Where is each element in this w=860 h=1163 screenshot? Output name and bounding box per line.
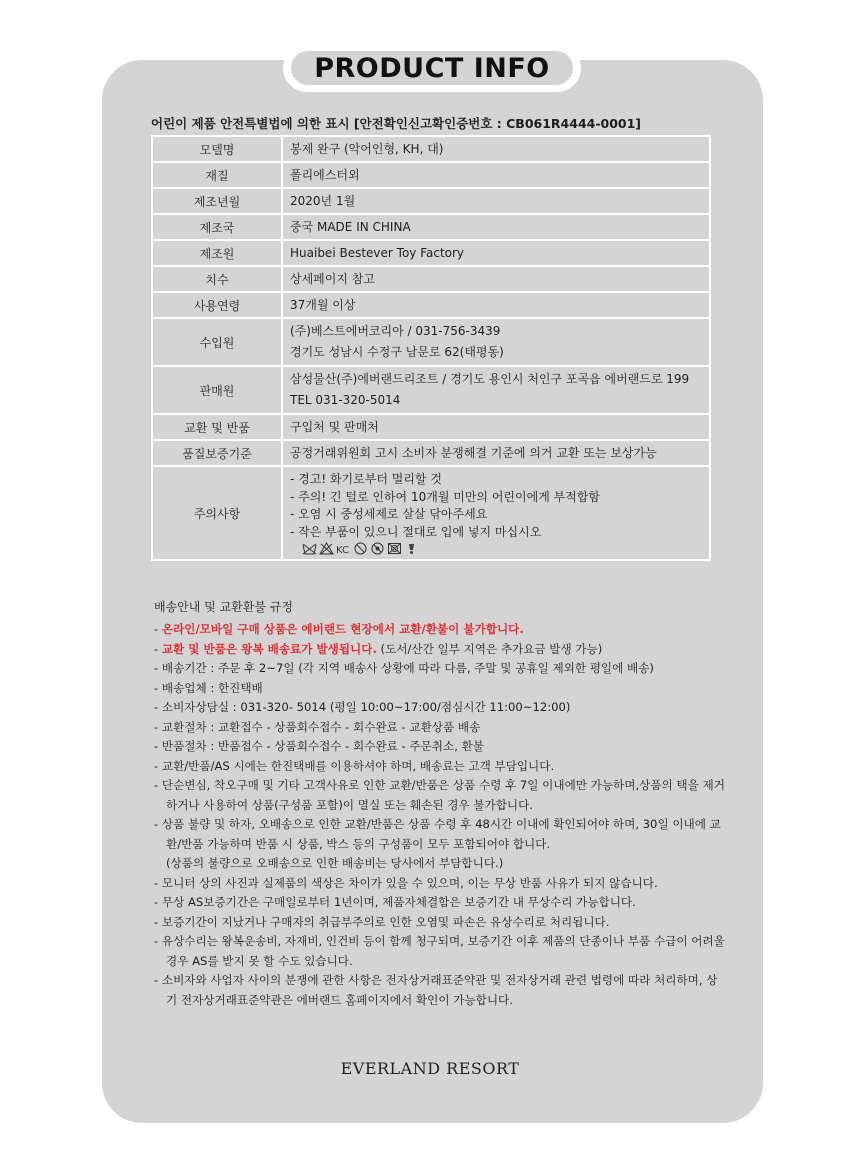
caution-item: - 작은 부품이 있으니 절대로 입에 넣지 마십시오 — [290, 524, 709, 542]
info-row — [152, 214, 710, 240]
shipping-item-text: 소비자와 사업자 사이의 분쟁에 관한 사항은 전자상거래표준약관 및 전자상거래 관련 법령에 따라 처리하며, 상기 전자상거래표준약관은 에버랜드 홈페이지에서 확인이 가능합니다. — [161, 973, 718, 1007]
shipping-item-text: 소비자상담실 : 031-320- 5014 (평일 10:00~17:00/점심시간 11:00~12:00) — [161, 700, 571, 714]
info-row — [152, 162, 710, 188]
info-row — [152, 136, 710, 162]
info-row-value-line: (주)베스트에버코리아 / 031-756-3439 — [290, 324, 501, 338]
shipping-item — [154, 893, 726, 913]
shipping-item-text: (상품의 불량으로 오배송으로 인한 배송비는 당사에서 부담합니다.) — [166, 856, 504, 870]
shipping-item — [154, 679, 726, 699]
shipping-item-text: 유상수리는 왕복운송비, 자재비, 인건비 등이 함께 청구되며, 보증기간 이후 제품의 단종이나 부품 수급이 어려울 경우 AS를 받지 못 할 수도 있습니다. — [161, 934, 725, 968]
product-info-table — [151, 135, 711, 561]
caution-list — [290, 471, 709, 541]
shipping-item — [154, 620, 726, 640]
info-row — [152, 366, 710, 414]
info-row-value — [282, 188, 710, 214]
info-row-value-line: 중국 MADE IN CHINA — [290, 219, 411, 234]
no-dry-clean-icon — [387, 542, 402, 555]
title-pill-inner — [291, 51, 573, 85]
info-row-value-line: 경기도 성남시 수정구 남문로 62(태평동) — [290, 345, 504, 359]
shipping-item — [154, 698, 726, 718]
shipping-item-text: 반품절차 : 반품접수 - 상품회수접수 - 회수완료 - 주문취소, 환불 — [161, 739, 484, 753]
shipping-item-text: 교환/반품/AS 시에는 한진택배를 이용하셔야 하며, 배송료는 고객 부담입니다. — [161, 758, 555, 773]
info-row-label: 사용연령 — [152, 292, 282, 318]
shipping-item-text: (도서/산간 일부 지역은 추가요금 발생 가능) — [376, 641, 603, 656]
shipping-item — [154, 757, 726, 777]
info-row-value-line: 폴리에스터외 — [290, 167, 360, 182]
info-row-label: 모델명 — [152, 136, 282, 162]
info-row-label: 품질보증기준 — [152, 440, 282, 466]
info-row-value — [282, 318, 710, 366]
kc-mark-icon — [336, 542, 351, 555]
info-row-value-line: 상세페이지 참고 — [290, 271, 375, 286]
info-row — [152, 414, 710, 440]
no-bleach-icon — [319, 542, 334, 555]
info-row — [152, 318, 710, 366]
shipping-item-text: 보증기간이 지났거나 구매자의 취급부주의로 인한 오염및 파손은 유상수리로 처리됩니다. — [161, 914, 610, 929]
info-row-label: 제조년월 — [152, 188, 282, 214]
info-row-label: 치수 — [152, 266, 282, 292]
info-row-value — [282, 214, 710, 240]
info-row-value — [282, 292, 710, 318]
info-row-value-line: TEL 031-320-5014 — [290, 393, 401, 407]
svg-text:KC: KC — [336, 545, 349, 555]
info-row-value-line: 2020년 1월 — [290, 193, 356, 208]
shipping-item-text: 배송기간 : 주문 후 2~7일 (각 지역 배송사 상황에 따라 다름, 주말 및 공휴일 제외한 평일에 배송) — [161, 661, 654, 675]
caution-value — [282, 466, 710, 560]
info-row-value — [282, 136, 710, 162]
info-row-value-line: 구입처 및 판매처 — [290, 419, 379, 434]
shipping-item-highlight: 교환 및 반품은 왕복 배송료가 발생됩니다. — [161, 641, 377, 656]
shipping-item — [154, 640, 726, 660]
shipping-item — [154, 932, 726, 971]
everland-resort-logo: EVERLAND RESORT — [340, 1059, 520, 1078]
info-row-value-line: 삼성물산(주)에버랜드리조트 / 경기도 용인시 처인구 포곡읍 에버랜드로 199 — [290, 372, 690, 386]
info-row — [152, 188, 710, 214]
info-row-label: 제조국 — [152, 214, 282, 240]
info-row-value-line: 봉제 완구 (악어인형, KH, 대) — [290, 141, 444, 156]
info-row-value — [282, 414, 710, 440]
shipping-policy-list — [154, 620, 726, 1010]
info-row-label: 제조원 — [152, 240, 282, 266]
shipping-item-text: 상품 불량 및 하자, 오배송으로 인한 교환/반품은 상품 수령 후 48시간 이내에 확인되어야 하며, 30일 이내에 교환/반품 가능하며 반품 시 상품, 박스 등의 구성품이 모두 포함되어야 합니다. — [161, 817, 721, 851]
info-row-caution — [152, 466, 710, 560]
info-row — [152, 440, 710, 466]
shipping-item — [154, 971, 726, 1010]
no-tumble-dry-icon — [353, 542, 368, 555]
info-row-value-line: 37개월 이상 — [290, 297, 356, 312]
safety-certification-header: 어린이 제품 안전특별법에 의한 표시 [안전확인신고확인증번호 : CB061R4444-0001] — [151, 116, 642, 131]
shipping-item-highlight: 온라인/모바일 구매 상품은 에버랜드 현장에서 교환/환불이 불가합니다. — [161, 622, 524, 636]
no-iron-icon — [370, 542, 385, 555]
shipping-section-title: 배송안내 및 교환환불 규정 — [154, 600, 293, 614]
caution-item: - 경고! 화기로부터 멀리할 것 — [290, 471, 709, 489]
info-row-value — [282, 440, 710, 466]
page-title: PRODUCT INFO — [314, 52, 550, 84]
shipping-item — [154, 874, 726, 894]
info-row-label: 판매원 — [152, 366, 282, 414]
caution-label: 주의사항 — [152, 466, 282, 560]
info-row — [152, 266, 710, 292]
info-row-value — [282, 162, 710, 188]
caution-item: - 오염 시 중성세제로 살살 닦아주세요 — [290, 506, 709, 524]
title-pill — [283, 44, 581, 92]
no-wash-icon — [302, 542, 317, 555]
shipping-item-text: 교환절차 : 교환접수 - 상품회수접수 - 회수완료 - 교환상품 배송 — [161, 719, 481, 734]
shipping-item — [154, 718, 726, 738]
caution-item: - 주의! 긴 털로 인하여 10개월 미만의 어린이에게 부적합함 — [290, 489, 709, 507]
shipping-item — [154, 737, 726, 757]
shipping-item — [154, 776, 726, 815]
care-icons — [302, 542, 709, 555]
info-row-label: 재질 — [152, 162, 282, 188]
shipping-item — [154, 659, 726, 679]
info-row-value-line: 공정거래위원회 고시 소비자 분쟁해결 기준에 의거 교환 또는 보상가능 — [290, 445, 657, 460]
shipping-item-text: 배송업체 : 한진택배 — [161, 680, 263, 695]
info-row-value — [282, 240, 710, 266]
info-row-value — [282, 366, 710, 414]
small-parts-icon — [404, 542, 419, 555]
info-row-value-line: Huaibei Bestever Toy Factory — [290, 245, 465, 260]
info-row-value — [282, 266, 710, 292]
info-row — [152, 292, 710, 318]
info-row-label: 수입원 — [152, 318, 282, 366]
info-row — [152, 240, 710, 266]
shipping-item — [154, 854, 726, 874]
shipping-item-text: 단순변심, 착오구매 및 기타 고객사유로 인한 교환/반품은 상품 수령 후 7일 이내에만 가능하며,상품의 택을 제거하거나 사용하여 상품(구성품 포함)이 멸실 또는 훼손된 경우 불가합니다. — [161, 778, 725, 812]
shipping-item-text: 무상 AS보증기간은 구매일로부터 1년이며, 제품자체결함은 보증기간 내 무상수리 가능합니다. — [161, 895, 636, 909]
shipping-item-text: 모니터 상의 사진과 실제품의 색상은 차이가 있을 수 있으며, 이는 무상 반품 사유가 되지 않습니다. — [161, 875, 658, 890]
info-row-label: 교환 및 반품 — [152, 414, 282, 440]
shipping-item — [154, 913, 726, 933]
shipping-item — [154, 815, 726, 854]
